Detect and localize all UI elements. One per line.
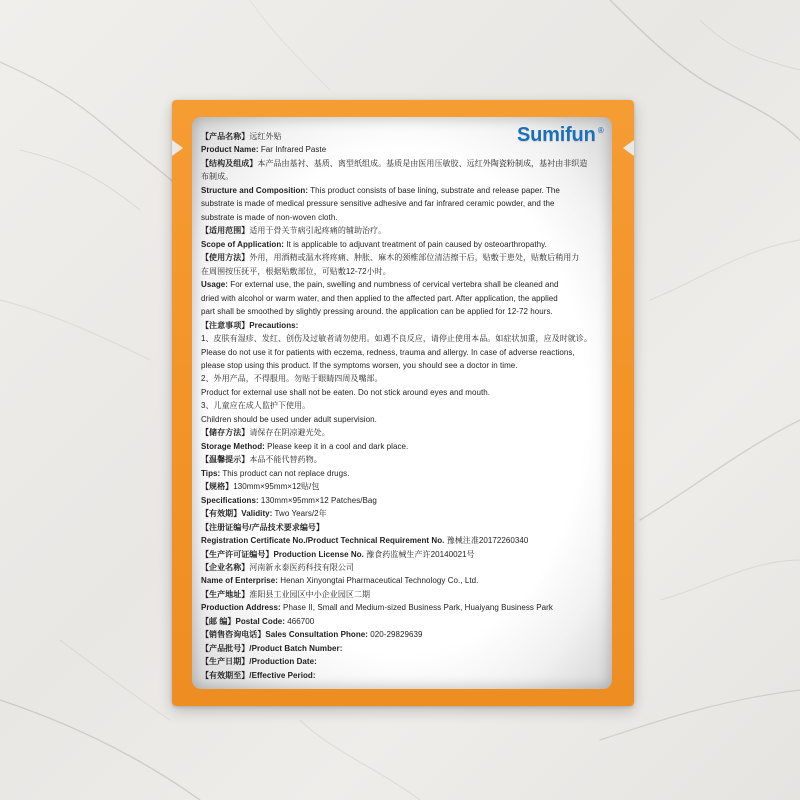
field-value: Product for external use shall not be eaten. Do not stick around eyes and mouth. bbox=[201, 387, 491, 397]
field-label: Storage Method: bbox=[201, 441, 265, 451]
tips-cn bbox=[201, 453, 607, 466]
effective-period bbox=[201, 669, 607, 682]
storage-en bbox=[201, 440, 607, 453]
field-label: Name of Enterprise: bbox=[201, 576, 278, 586]
field-value: 请保存在阴凉避光处。 bbox=[249, 428, 330, 438]
field-label: 【注意事项】Precautions: bbox=[201, 320, 299, 330]
field-label: 【邮 编】Postal Code: bbox=[201, 616, 285, 626]
field-label: 【生产地址】 bbox=[201, 589, 250, 599]
marble-vein bbox=[60, 640, 170, 720]
usage-en-cont-1 bbox=[201, 292, 607, 305]
field-label: 【生产日期】/Production Date: bbox=[201, 657, 317, 667]
field-value: substrate is made of non-woven cloth. bbox=[201, 212, 338, 222]
tear-notch-right bbox=[623, 140, 634, 156]
address-en bbox=[201, 601, 607, 614]
field-value: Two Years/2年 bbox=[272, 509, 327, 519]
marble-vein bbox=[0, 62, 190, 200]
field-label: 【规格】 bbox=[201, 482, 234, 492]
batch-number bbox=[201, 642, 607, 655]
registration-heading bbox=[201, 521, 607, 534]
field-value: part shall be smoothed by slightly pressing around. the application can be applied for 12-72 hours. bbox=[201, 307, 553, 317]
sales-phone bbox=[201, 628, 607, 641]
specifications-cn bbox=[201, 480, 607, 493]
precaution-1-en bbox=[201, 346, 607, 359]
field-label: 【储存方法】 bbox=[201, 428, 250, 438]
field-value: substrate is made of medical pressure sensitive adhesive and far infrared ceramic powder, and the bbox=[201, 199, 555, 209]
structure-en-cont-2 bbox=[201, 211, 607, 224]
field-label: 【销售咨询电话】Sales Consultation Phone: bbox=[201, 630, 368, 640]
field-label: 【注册证编号/产品技术要求编号】 bbox=[201, 522, 325, 532]
field-label: 【企业名称】 bbox=[201, 563, 250, 572]
field-label: Production Address: bbox=[201, 603, 281, 613]
field-value: please stop using this product. If the symptoms worsen, you should see a doctor in time. bbox=[201, 360, 518, 370]
product-name-en bbox=[201, 143, 607, 156]
field-value: 1、皮肤有湿疹、发红、创伤及过敏者请勿使用。如遇不良反应，请停止使用本品。如症状加重，应及时就诊。 bbox=[201, 334, 592, 344]
marble-vein bbox=[660, 560, 800, 600]
field-value: 本产品由基衬、基质、离型纸组成。基质是由医用压敏胶、远红外陶瓷粉制成，基衬由非织造 bbox=[257, 158, 588, 168]
field-value: 外用，用酒精或温水将疼痛、肿胀、麻木的颈椎部位清洁擦干后，贴敷于患处，贴敷后稍用力 bbox=[249, 253, 580, 263]
field-value: 466700 bbox=[284, 616, 315, 626]
field-value: 2、外用产品，不得服用。勿贴于眼睛四周及嘴部。 bbox=[201, 374, 383, 384]
field-value: 130mm×95mm×12贴/包 bbox=[233, 482, 320, 492]
field-value: dried with alcohol or warm water, and then applied to the affected part. After application, the applied bbox=[201, 293, 558, 303]
storage-cn bbox=[201, 426, 607, 439]
field-label: Usage: bbox=[201, 280, 228, 290]
marble-vein bbox=[250, 0, 330, 90]
field-value: 豫械注准20172260340 bbox=[444, 536, 529, 546]
marble-vein bbox=[0, 700, 200, 800]
usage-en-cont-2 bbox=[201, 305, 607, 318]
usage-cn-cont bbox=[201, 265, 607, 278]
field-label: 【使用方法】 bbox=[201, 253, 250, 263]
product-name-cn bbox=[201, 130, 607, 143]
precaution-3-en bbox=[201, 413, 607, 426]
production-date bbox=[201, 655, 607, 668]
specifications-en bbox=[201, 494, 607, 507]
field-value: 淮阳县工业园区中小企业园区二期 bbox=[249, 589, 371, 599]
validity bbox=[201, 507, 607, 520]
field-value: Please keep it in a cool and dark place. bbox=[264, 441, 409, 451]
field-value: For external use, the pain, swelling and numbness of cervical vertebra shall be cleaned and bbox=[227, 280, 559, 290]
enterprise-en bbox=[201, 574, 607, 587]
field-value: 020-29829639 bbox=[368, 630, 423, 640]
marble-vein bbox=[20, 150, 140, 210]
structure-cn-cont bbox=[201, 170, 607, 183]
production-license bbox=[201, 548, 607, 561]
registration-number bbox=[201, 534, 607, 547]
field-label: 【温馨提示】 bbox=[201, 455, 250, 465]
precaution-1-en-cont bbox=[201, 359, 607, 372]
logo-text: Sumifun bbox=[517, 124, 596, 146]
structure-en bbox=[201, 184, 607, 197]
field-label: Tips: bbox=[201, 468, 221, 478]
field-value: Phase II, Small and Medium-sized Business Park, Huaiyang Business Park bbox=[280, 603, 553, 613]
field-value: Please do not use it for patients with eczema, redness, trauma and allergy. In case of adverse reactions, bbox=[201, 347, 575, 357]
marble-vein bbox=[700, 20, 800, 70]
product-label-text bbox=[201, 130, 607, 682]
postal-code bbox=[201, 615, 607, 628]
field-label: Structure and Composition: bbox=[201, 185, 309, 195]
field-value: 3、儿童应在成人监护下使用。 bbox=[201, 401, 311, 411]
scope-en bbox=[201, 238, 607, 251]
marble-vein bbox=[0, 300, 150, 360]
tips-en bbox=[201, 467, 607, 480]
field-value: This product consists of base lining, substrate and release paper. The bbox=[308, 185, 560, 195]
precaution-1-cn bbox=[201, 332, 607, 345]
scope-cn bbox=[201, 224, 607, 237]
field-label: 【生产许可证编号】Production License No. bbox=[201, 549, 364, 559]
field-value: Henan Xinyongtai Pharmaceutical Technology Co., Ltd. bbox=[277, 576, 479, 586]
precautions-heading bbox=[201, 319, 607, 332]
field-label: 【产品名称】 bbox=[201, 132, 250, 141]
field-value: 本品不能代替药物。 bbox=[249, 455, 322, 465]
field-label: 【有效期至】/Effective Period: bbox=[201, 670, 316, 680]
field-value: Far Infrared Paste bbox=[258, 145, 327, 155]
field-value: 布制成。 bbox=[201, 172, 234, 182]
marble-vein bbox=[640, 420, 800, 520]
field-value: 在周围按压抚平，根据贴敷部位，可贴敷12-72小时。 bbox=[201, 266, 391, 276]
structure-cn bbox=[201, 157, 607, 170]
field-label: Product Name: bbox=[201, 145, 259, 155]
enterprise-cn bbox=[201, 561, 607, 574]
field-value: 130mm×95mm×12 Patches/Bag bbox=[258, 495, 377, 505]
marble-vein bbox=[610, 0, 800, 140]
field-label: Registration Certificate No./Product Technical Requirement No. bbox=[201, 536, 445, 546]
marble-vein bbox=[650, 240, 800, 300]
field-value: It is applicable to adjuvant treatment of pain caused by osteoarthropathy. bbox=[283, 239, 547, 249]
address-cn bbox=[201, 588, 607, 601]
field-value: 远红外贴 bbox=[249, 132, 282, 141]
field-value: 豫食药监械生产许20140021号 bbox=[363, 549, 475, 559]
precaution-2-cn bbox=[201, 372, 607, 385]
field-label: Scope of Application: bbox=[201, 239, 284, 249]
field-value: Children should be used under adult supervision. bbox=[201, 414, 377, 424]
field-label: 【产品批号】/Product Batch Number: bbox=[201, 643, 343, 653]
field-value: 河南新永泰医药科技有限公司 bbox=[249, 563, 354, 572]
structure-en-cont-1 bbox=[201, 197, 607, 210]
registered-mark: ® bbox=[597, 126, 604, 135]
usage-en bbox=[201, 278, 607, 291]
precaution-3-cn bbox=[201, 399, 607, 412]
field-value: 适用于骨关节病引起疼痛的辅助治疗。 bbox=[249, 226, 387, 236]
field-label: 【结构及组成】 bbox=[201, 158, 258, 168]
field-label: Specifications: bbox=[201, 495, 259, 505]
marble-vein bbox=[300, 720, 420, 800]
field-value: This product can not replace drugs. bbox=[220, 468, 350, 478]
precaution-2-en bbox=[201, 386, 607, 399]
usage-cn bbox=[201, 251, 607, 264]
field-label: 【适用范围】 bbox=[201, 226, 250, 236]
field-label: 【有效期】Validity: bbox=[201, 509, 273, 519]
tear-notch-left bbox=[172, 140, 183, 156]
